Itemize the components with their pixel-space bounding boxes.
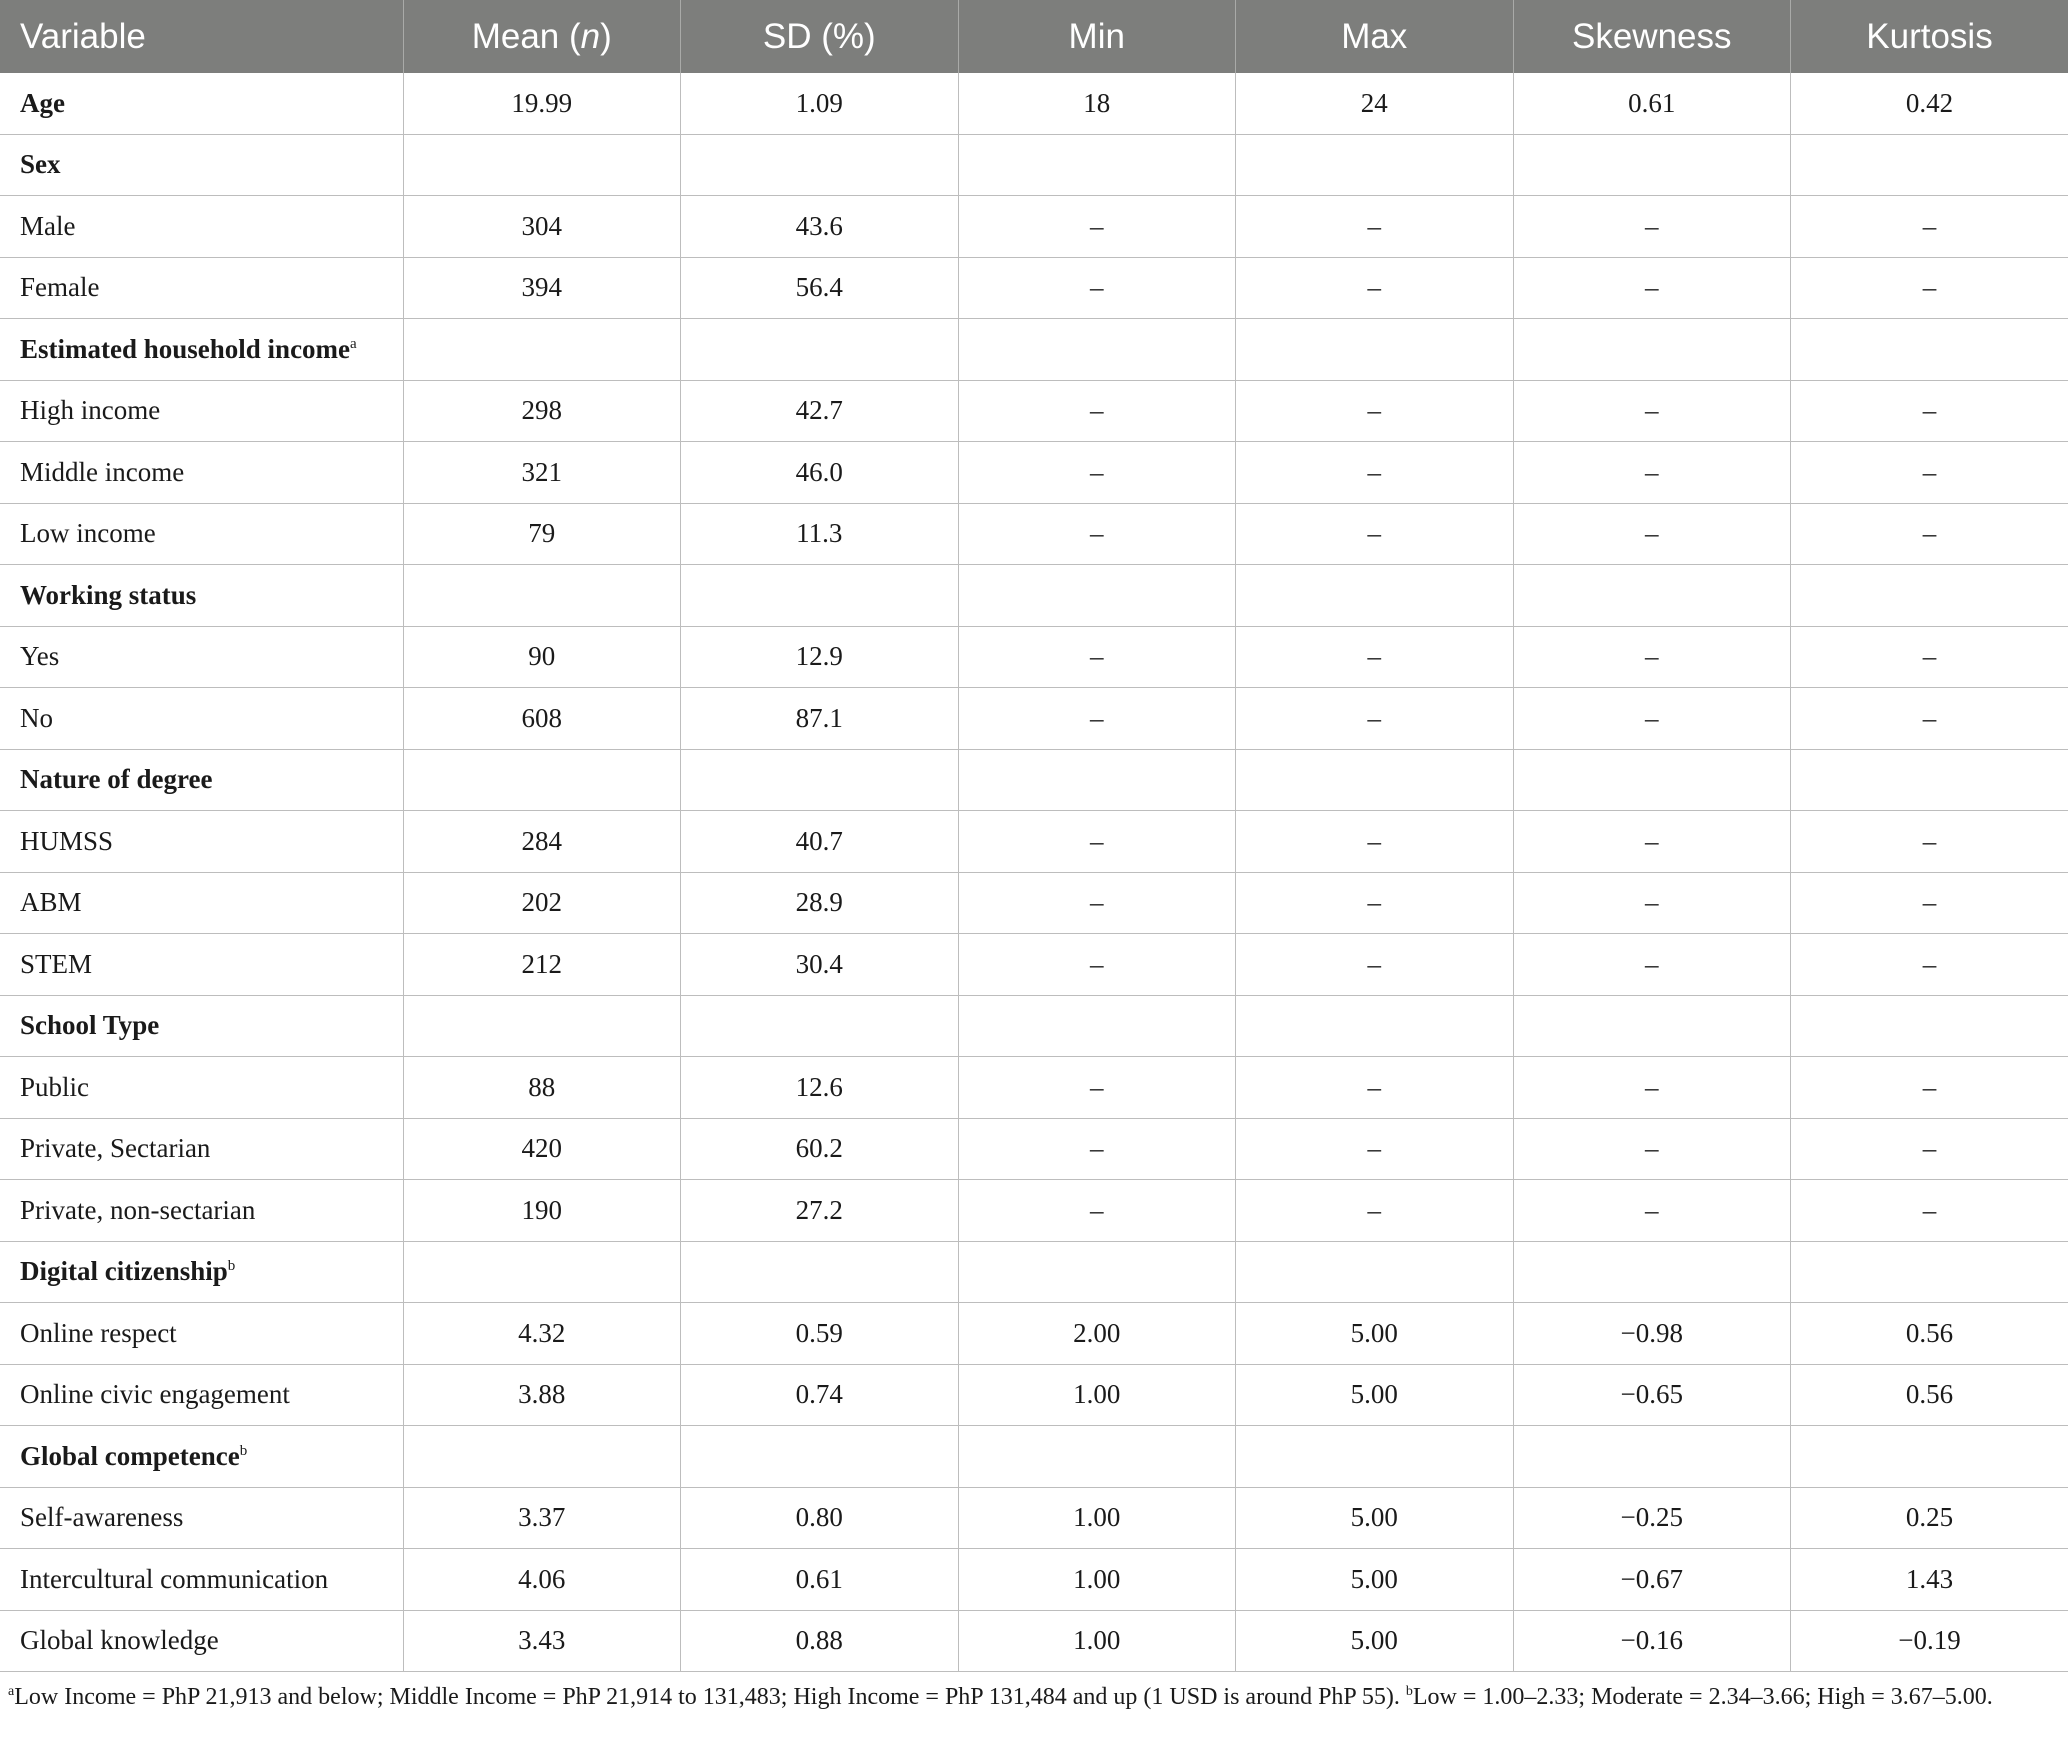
value-cell: – bbox=[1236, 1118, 1514, 1180]
value-cell bbox=[958, 1426, 1236, 1488]
value-cell: 1.00 bbox=[958, 1610, 1236, 1672]
footnote-a-mark: a bbox=[8, 1684, 15, 1699]
value-cell bbox=[1791, 565, 2068, 627]
value-cell bbox=[1513, 319, 1791, 381]
row-label: Estimated household income bbox=[20, 333, 351, 364]
value-cell bbox=[958, 565, 1236, 627]
value-cell bbox=[681, 319, 959, 381]
value-cell: – bbox=[1513, 811, 1791, 873]
row-label-cell bbox=[0, 565, 403, 627]
value-cell: 0.74 bbox=[681, 1364, 959, 1426]
row-label: Intercultural communication bbox=[20, 1563, 329, 1594]
value-cell: 18 bbox=[958, 73, 1236, 134]
value-cell bbox=[403, 749, 681, 811]
row-label-cell bbox=[0, 1241, 403, 1303]
row-label-cell bbox=[0, 1426, 403, 1488]
row-label: Global competence bbox=[20, 1440, 240, 1471]
value-cell: −0.19 bbox=[1791, 1610, 2068, 1672]
value-cell: 304 bbox=[403, 196, 681, 258]
value-cell: 40.7 bbox=[681, 811, 959, 873]
value-cell: – bbox=[958, 1057, 1236, 1119]
row-label-cell bbox=[0, 626, 403, 688]
value-cell bbox=[1791, 319, 2068, 381]
value-cell: 5.00 bbox=[1236, 1549, 1514, 1611]
value-cell: 0.25 bbox=[1791, 1487, 2068, 1549]
table-row bbox=[0, 380, 2068, 442]
footnote-b-mark: b bbox=[1405, 1684, 1413, 1699]
row-label: Yes bbox=[20, 641, 60, 672]
row-label: Online respect bbox=[20, 1317, 177, 1348]
column-header-label: Max bbox=[1341, 16, 1408, 56]
row-label: School Type bbox=[20, 1010, 160, 1041]
table-row bbox=[0, 442, 2068, 504]
section-row bbox=[0, 749, 2068, 811]
value-cell: – bbox=[1236, 1057, 1514, 1119]
row-label-cell bbox=[0, 688, 403, 750]
value-cell bbox=[1791, 1241, 2068, 1303]
value-cell bbox=[403, 319, 681, 381]
value-cell: 79 bbox=[403, 503, 681, 565]
row-label: Working status bbox=[20, 579, 197, 610]
row-label: High income bbox=[20, 395, 161, 426]
value-cell: – bbox=[958, 257, 1236, 319]
row-label-cell bbox=[0, 503, 403, 565]
row-label: Female bbox=[20, 272, 100, 303]
table-row bbox=[0, 1487, 2068, 1549]
value-cell: – bbox=[1513, 688, 1791, 750]
value-cell: – bbox=[1236, 442, 1514, 504]
value-cell: 608 bbox=[403, 688, 681, 750]
row-label-cell bbox=[0, 1118, 403, 1180]
value-cell bbox=[681, 1241, 959, 1303]
value-cell: – bbox=[958, 196, 1236, 258]
value-cell: – bbox=[1513, 503, 1791, 565]
value-cell bbox=[1513, 565, 1791, 627]
value-cell: 27.2 bbox=[681, 1180, 959, 1242]
column-header-2 bbox=[681, 0, 959, 73]
section-row bbox=[0, 1241, 2068, 1303]
header-row bbox=[0, 0, 2068, 73]
row-label: Private, Sectarian bbox=[20, 1133, 211, 1164]
value-cell: −0.65 bbox=[1513, 1364, 1791, 1426]
column-header-6 bbox=[1791, 0, 2068, 73]
row-label-cell bbox=[0, 749, 403, 811]
value-cell bbox=[958, 749, 1236, 811]
column-header-label: Min bbox=[1068, 16, 1125, 56]
section-row bbox=[0, 1426, 2068, 1488]
column-header-label: Skewness bbox=[1571, 16, 1732, 56]
section-row bbox=[0, 565, 2068, 627]
value-cell: – bbox=[1236, 196, 1514, 258]
value-cell: – bbox=[1791, 1180, 2068, 1242]
value-cell: – bbox=[1236, 626, 1514, 688]
value-cell: 5.00 bbox=[1236, 1364, 1514, 1426]
value-cell: 298 bbox=[403, 380, 681, 442]
table-row bbox=[0, 1118, 2068, 1180]
value-cell: −0.25 bbox=[1513, 1487, 1791, 1549]
value-cell bbox=[1236, 1241, 1514, 1303]
column-header-5 bbox=[1513, 0, 1791, 73]
value-cell: – bbox=[958, 872, 1236, 934]
table-body bbox=[0, 73, 2068, 1672]
row-label-cell bbox=[0, 257, 403, 319]
value-cell: 0.80 bbox=[681, 1487, 959, 1549]
value-cell: 5.00 bbox=[1236, 1487, 1514, 1549]
row-label: Sex bbox=[20, 149, 61, 180]
value-cell: 12.9 bbox=[681, 626, 959, 688]
table-row bbox=[0, 1549, 2068, 1611]
value-cell: – bbox=[1791, 626, 2068, 688]
value-cell: 0.56 bbox=[1791, 1364, 2068, 1426]
value-cell bbox=[681, 134, 959, 196]
value-cell bbox=[681, 749, 959, 811]
column-header-label: Variable bbox=[20, 16, 146, 56]
value-cell bbox=[1791, 749, 2068, 811]
value-cell bbox=[1236, 134, 1514, 196]
value-cell: −0.67 bbox=[1513, 1549, 1791, 1611]
value-cell: – bbox=[1791, 872, 2068, 934]
row-label-cell bbox=[0, 1057, 403, 1119]
row-label-cell bbox=[0, 934, 403, 996]
row-label-cell bbox=[0, 1180, 403, 1242]
table-row bbox=[0, 688, 2068, 750]
row-label: ABM bbox=[20, 887, 82, 918]
section-row bbox=[0, 995, 2068, 1057]
value-cell: – bbox=[958, 503, 1236, 565]
value-cell: 3.88 bbox=[403, 1364, 681, 1426]
table-row bbox=[0, 1364, 2068, 1426]
row-label: STEM bbox=[20, 948, 93, 979]
value-cell: 60.2 bbox=[681, 1118, 959, 1180]
row-label: Low income bbox=[20, 518, 156, 549]
value-cell: 2.00 bbox=[958, 1303, 1236, 1365]
value-cell: – bbox=[958, 442, 1236, 504]
table-header bbox=[0, 0, 2068, 73]
value-cell: – bbox=[1791, 257, 2068, 319]
table-row bbox=[0, 1057, 2068, 1119]
row-label-cell bbox=[0, 1364, 403, 1426]
column-header-label: SD (%) bbox=[762, 16, 876, 56]
row-label: Private, non-sectarian bbox=[20, 1194, 256, 1225]
table-row bbox=[0, 872, 2068, 934]
value-cell: −0.98 bbox=[1513, 1303, 1791, 1365]
value-cell: 394 bbox=[403, 257, 681, 319]
value-cell: 0.61 bbox=[681, 1549, 959, 1611]
section-row bbox=[0, 134, 2068, 196]
value-cell: 30.4 bbox=[681, 934, 959, 996]
value-cell: 321 bbox=[403, 442, 681, 504]
column-header-0 bbox=[0, 0, 403, 73]
value-cell bbox=[403, 565, 681, 627]
value-cell: 3.43 bbox=[403, 1610, 681, 1672]
footnote-marker: b bbox=[239, 1442, 248, 1459]
row-label-cell bbox=[0, 442, 403, 504]
table-footnote bbox=[8, 1680, 2048, 1715]
value-cell bbox=[1236, 565, 1514, 627]
row-label: Middle income bbox=[20, 456, 185, 487]
value-cell: – bbox=[1236, 503, 1514, 565]
value-cell: – bbox=[1513, 626, 1791, 688]
value-cell bbox=[403, 1241, 681, 1303]
value-cell bbox=[681, 1426, 959, 1488]
value-cell: – bbox=[1236, 257, 1514, 319]
value-cell: – bbox=[1513, 196, 1791, 258]
row-label-cell bbox=[0, 196, 403, 258]
table-row bbox=[0, 811, 2068, 873]
value-cell: 24 bbox=[1236, 73, 1514, 134]
section-row bbox=[0, 319, 2068, 381]
value-cell bbox=[1791, 134, 2068, 196]
row-label-cell bbox=[0, 1487, 403, 1549]
value-cell: 3.37 bbox=[403, 1487, 681, 1549]
value-cell: – bbox=[1513, 934, 1791, 996]
table-row bbox=[0, 626, 2068, 688]
value-cell: – bbox=[1513, 442, 1791, 504]
row-label-cell bbox=[0, 811, 403, 873]
column-header-1 bbox=[403, 0, 681, 73]
value-cell: – bbox=[958, 626, 1236, 688]
value-cell: – bbox=[958, 1180, 1236, 1242]
value-cell: – bbox=[1791, 442, 2068, 504]
column-header-suffix: ) bbox=[600, 16, 612, 56]
footnote-marker: a bbox=[350, 335, 357, 352]
footnote-b-text: Low = 1.00–2.33; Moderate = 2.34–3.66; High = 3.67–5.00. bbox=[1412, 1684, 1993, 1710]
column-header-italic: n bbox=[580, 16, 601, 56]
value-cell: 87.1 bbox=[681, 688, 959, 750]
value-cell bbox=[403, 134, 681, 196]
value-cell: – bbox=[1513, 1180, 1791, 1242]
value-cell: 5.00 bbox=[1236, 1610, 1514, 1672]
value-cell: – bbox=[1513, 1057, 1791, 1119]
value-cell bbox=[1236, 749, 1514, 811]
column-header-4 bbox=[1236, 0, 1514, 73]
row-label: HUMSS bbox=[20, 825, 114, 856]
value-cell: – bbox=[958, 934, 1236, 996]
row-label-cell bbox=[0, 134, 403, 196]
value-cell: – bbox=[1791, 934, 2068, 996]
value-cell: – bbox=[1236, 1180, 1514, 1242]
value-cell: – bbox=[1236, 934, 1514, 996]
footnote-marker: b bbox=[227, 1258, 236, 1275]
value-cell: 56.4 bbox=[681, 257, 959, 319]
value-cell bbox=[1236, 995, 1514, 1057]
row-label: Digital citizenship bbox=[20, 1256, 228, 1287]
value-cell: 0.61 bbox=[1513, 73, 1791, 134]
value-cell: – bbox=[1791, 1057, 2068, 1119]
value-cell bbox=[958, 134, 1236, 196]
value-cell: −0.16 bbox=[1513, 1610, 1791, 1672]
row-label: Nature of degree bbox=[20, 764, 213, 795]
value-cell bbox=[403, 1426, 681, 1488]
value-cell: – bbox=[1791, 196, 2068, 258]
column-header-label: Mean ( bbox=[471, 16, 581, 56]
value-cell: – bbox=[958, 380, 1236, 442]
value-cell bbox=[1236, 1426, 1514, 1488]
value-cell: – bbox=[1791, 688, 2068, 750]
value-cell: 90 bbox=[403, 626, 681, 688]
value-cell: – bbox=[1236, 811, 1514, 873]
row-label-cell bbox=[0, 380, 403, 442]
table-row bbox=[0, 257, 2068, 319]
table-row bbox=[0, 934, 2068, 996]
value-cell: – bbox=[1791, 380, 2068, 442]
value-cell bbox=[1513, 749, 1791, 811]
value-cell: – bbox=[958, 1118, 1236, 1180]
value-cell: – bbox=[1513, 257, 1791, 319]
table-row bbox=[0, 1610, 2068, 1672]
value-cell: 284 bbox=[403, 811, 681, 873]
value-cell bbox=[1513, 995, 1791, 1057]
value-cell: 42.7 bbox=[681, 380, 959, 442]
value-cell bbox=[1513, 134, 1791, 196]
row-label-cell bbox=[0, 1549, 403, 1611]
value-cell: – bbox=[1513, 1118, 1791, 1180]
value-cell: – bbox=[958, 688, 1236, 750]
value-cell: 19.99 bbox=[403, 73, 681, 134]
row-label-cell bbox=[0, 995, 403, 1057]
column-header-3 bbox=[958, 0, 1236, 73]
value-cell: – bbox=[958, 811, 1236, 873]
row-label-cell bbox=[0, 1610, 403, 1672]
value-cell: 11.3 bbox=[681, 503, 959, 565]
value-cell: 202 bbox=[403, 872, 681, 934]
row-label: Public bbox=[20, 1071, 90, 1102]
value-cell bbox=[681, 565, 959, 627]
row-label: Age bbox=[20, 87, 65, 118]
value-cell bbox=[1513, 1426, 1791, 1488]
value-cell: 46.0 bbox=[681, 442, 959, 504]
row-label: Male bbox=[20, 210, 76, 241]
row-label: Self-awareness bbox=[20, 1502, 184, 1533]
value-cell: 12.6 bbox=[681, 1057, 959, 1119]
value-cell: 0.56 bbox=[1791, 1303, 2068, 1365]
value-cell: – bbox=[1791, 1118, 2068, 1180]
table-row bbox=[0, 196, 2068, 258]
value-cell: 0.59 bbox=[681, 1303, 959, 1365]
value-cell: 4.32 bbox=[403, 1303, 681, 1365]
value-cell bbox=[958, 995, 1236, 1057]
row-label: No bbox=[20, 702, 53, 733]
table-row bbox=[0, 503, 2068, 565]
table-row bbox=[0, 1180, 2068, 1242]
value-cell: 1.09 bbox=[681, 73, 959, 134]
value-cell: 190 bbox=[403, 1180, 681, 1242]
value-cell: – bbox=[1236, 380, 1514, 442]
row-label-cell bbox=[0, 872, 403, 934]
value-cell: 212 bbox=[403, 934, 681, 996]
value-cell: 88 bbox=[403, 1057, 681, 1119]
value-cell: 28.9 bbox=[681, 872, 959, 934]
value-cell: 1.00 bbox=[958, 1364, 1236, 1426]
value-cell: 0.88 bbox=[681, 1610, 959, 1672]
value-cell: 1.00 bbox=[958, 1549, 1236, 1611]
value-cell: – bbox=[1236, 688, 1514, 750]
row-label: Global knowledge bbox=[20, 1625, 219, 1656]
value-cell: 4.06 bbox=[403, 1549, 681, 1611]
value-cell bbox=[1791, 995, 2068, 1057]
section-row bbox=[0, 73, 2068, 134]
row-label-cell bbox=[0, 1303, 403, 1365]
value-cell: 0.42 bbox=[1791, 73, 2068, 134]
value-cell bbox=[1791, 1426, 2068, 1488]
row-label-cell bbox=[0, 319, 403, 381]
value-cell bbox=[1236, 319, 1514, 381]
row-label: Online civic engagement bbox=[20, 1379, 290, 1410]
value-cell: 43.6 bbox=[681, 196, 959, 258]
value-cell bbox=[958, 1241, 1236, 1303]
value-cell: – bbox=[1513, 380, 1791, 442]
value-cell: – bbox=[1513, 872, 1791, 934]
value-cell: 1.00 bbox=[958, 1487, 1236, 1549]
value-cell: 5.00 bbox=[1236, 1303, 1514, 1365]
value-cell: – bbox=[1791, 503, 2068, 565]
value-cell: 1.43 bbox=[1791, 1549, 2068, 1611]
value-cell: 420 bbox=[403, 1118, 681, 1180]
footnote-a-text: Low Income = PhP 21,913 and below; Middle Income = PhP 21,914 to 131,483; High Income = PhP 131,484 and up (1 USD is around PhP 55). bbox=[14, 1684, 1406, 1710]
value-cell: – bbox=[1791, 811, 2068, 873]
value-cell bbox=[1513, 1241, 1791, 1303]
table-row bbox=[0, 1303, 2068, 1365]
column-header-label: Kurtosis bbox=[1866, 16, 1993, 56]
value-cell bbox=[681, 995, 959, 1057]
value-cell: – bbox=[1236, 872, 1514, 934]
row-label-cell bbox=[0, 73, 403, 134]
value-cell bbox=[403, 995, 681, 1057]
value-cell bbox=[958, 319, 1236, 381]
